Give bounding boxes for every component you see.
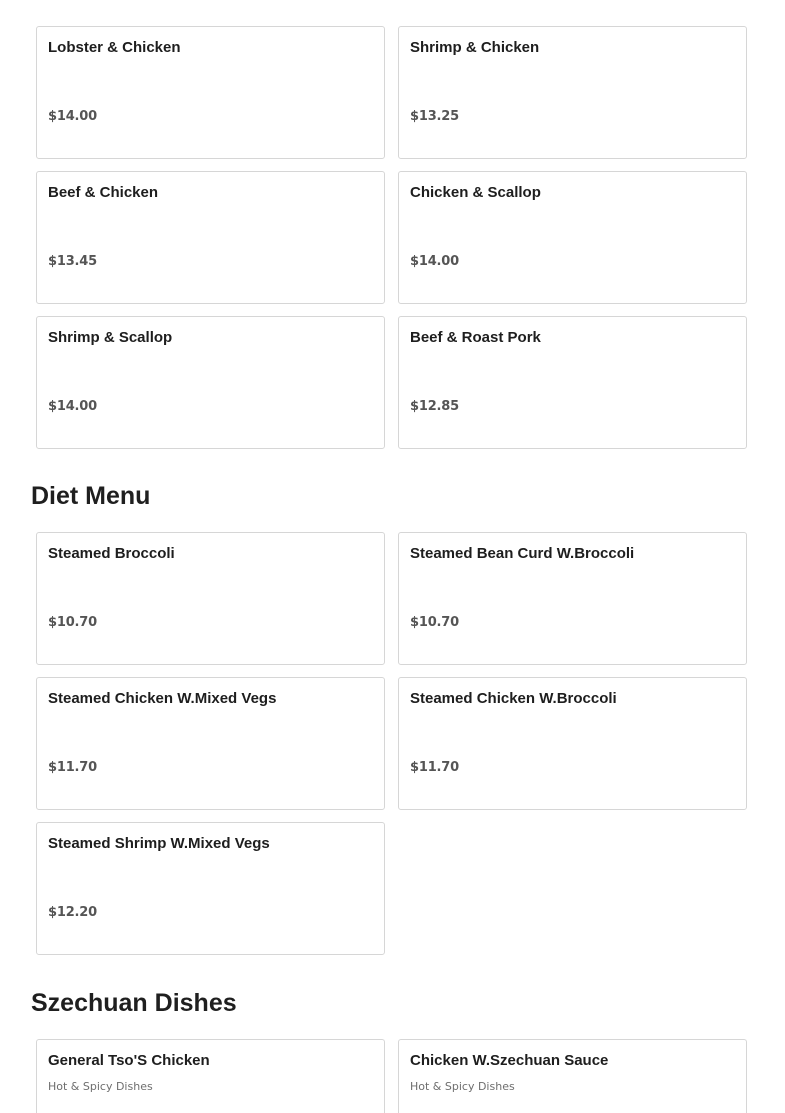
menu-item-name: Steamed Chicken W.Mixed Vegs xyxy=(48,690,277,707)
menu-item-card[interactable] xyxy=(36,1039,385,1113)
menu-item-name: Steamed Broccoli xyxy=(48,545,175,562)
menu-item-name: Chicken & Scallop xyxy=(410,184,541,201)
menu-item-price: $14.00 xyxy=(48,399,97,414)
menu-item-card[interactable] xyxy=(398,171,747,304)
menu-item-name: Beef & Chicken xyxy=(48,184,159,201)
menu-item-name: Lobster & Chicken xyxy=(48,39,181,56)
menu-item-name: Beef & Roast Pork xyxy=(410,329,541,346)
menu-item-card[interactable] xyxy=(398,532,747,665)
menu-item-price: $11.70 xyxy=(48,760,97,775)
menu-item-card[interactable] xyxy=(398,26,747,159)
menu-item-description: Hot & Spicy Dishes xyxy=(48,1080,153,1093)
menu-item-card[interactable] xyxy=(36,316,385,449)
menu-item-name: Steamed Shrimp W.Mixed Vegs xyxy=(48,835,270,852)
menu-item-price: $14.00 xyxy=(410,254,459,269)
menu-item-card[interactable] xyxy=(36,171,385,304)
menu-item-card[interactable] xyxy=(398,677,747,810)
menu-item-description: Hot & Spicy Dishes xyxy=(410,1080,515,1093)
menu-item-card[interactable] xyxy=(398,1039,747,1113)
menu-item-card[interactable] xyxy=(398,316,747,449)
menu-item-name: General Tso'S Chicken xyxy=(48,1052,210,1069)
menu-item-price: $12.20 xyxy=(48,905,97,920)
menu-item-price: $13.45 xyxy=(48,254,97,269)
section-title: Szechuan Dishes xyxy=(31,989,237,1017)
menu-item-price: $12.85 xyxy=(410,399,459,414)
menu-item-name: Steamed Chicken W.Broccoli xyxy=(410,690,617,707)
menu-item-name: Steamed Bean Curd W.Broccoli xyxy=(410,545,635,562)
menu-item-name: Shrimp & Scallop xyxy=(48,329,173,346)
menu-item-price: $10.70 xyxy=(410,615,459,630)
menu-item-price: $13.25 xyxy=(410,109,459,124)
menu-item-price: $14.00 xyxy=(48,109,97,124)
menu-item-card[interactable] xyxy=(36,532,385,665)
menu-item-name: Shrimp & Chicken xyxy=(410,39,540,56)
menu-item-card[interactable] xyxy=(36,822,385,955)
menu-item-card[interactable] xyxy=(36,26,385,159)
menu-item-price: $10.70 xyxy=(48,615,97,630)
section-title: Diet Menu xyxy=(31,482,151,510)
menu-item-price: $11.70 xyxy=(410,760,459,775)
menu-item-card[interactable] xyxy=(36,677,385,810)
menu-item-name: Chicken W.Szechuan Sauce xyxy=(410,1052,609,1069)
